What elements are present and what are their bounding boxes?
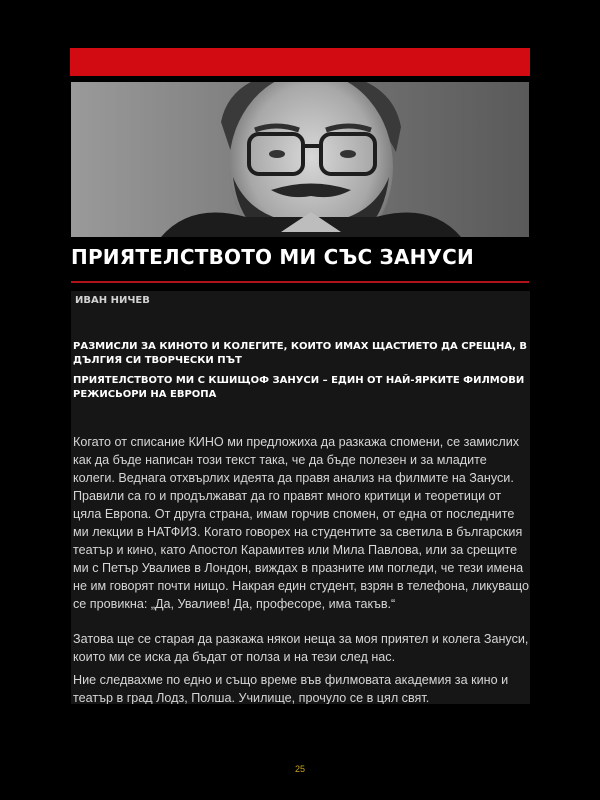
subheading: ПРИЯТЕЛСТВОТО МИ С КШИЩОФ ЗАНУСИ – ЕДИН ОТ НАЙ-ЯРКИТЕ ФИЛМОВИ РЕЖИСЬОРИ НА ЕВРОПА <box>73 375 525 400</box>
article-author: ИВАН НИЧЕВ <box>75 295 150 306</box>
portrait-photo-icon <box>71 82 529 237</box>
body-paragraph: Когато от списание КИНО ми предложиха да разкажа спомени, се замислих как да бъде написан този текст така, че да бъде полезен и за младите колеги. Веднага отхвърлих идеята да правя анализ на филмите на Зануси. Правили са го и продължават да го правят много критици и теоретици от цяла Европа. От друга страна, имам горчив спомен, от една от последните ми лекции в НАТФИЗ. Когато говорех на студентите за светила в българския театър и кино, като Апостол Карамитев или Мила Павлова, или за срещите ми с Петър Увалиев в Лондон, виждах в празните им погледи, че тези имена не им говорят почти нищо. Накрая един студент, взрян в телефона, ликуващо се провикна: „Да, Увалиев! Да, професоре, има такъв.“ <box>73 435 529 611</box>
article-body <box>71 291 530 704</box>
subheading: РАЗМИСЛИ ЗА КИНОТО И КОЛЕГИТЕ, КОИТО ИМАХ ЩАСТИЕТО ДА СРЕЩНА, В ДЪЛГИЯ СИ ТВОРЧЕСКИ ПЪТ <box>73 341 528 366</box>
body-paragraph: Ние следвахме по едно и също време във филмовата академия за кино и театър в град Лодз, Полша. Училище, прочуло се в цял свят. <box>73 673 509 704</box>
body-paragraph: Затова ще се старая да разкажа някои неща за моя приятел и колега Зануси, които ми се иска да бъдат от полза и на тези след нас. <box>73 632 529 664</box>
page-number: 25 <box>294 764 305 774</box>
article-title: ПРИЯТЕЛСТВОТО МИ СЪС ЗАНУСИ <box>71 245 474 269</box>
title-divider <box>71 281 529 283</box>
header-red-band <box>70 48 530 76</box>
author-portrait-photo <box>71 82 529 237</box>
